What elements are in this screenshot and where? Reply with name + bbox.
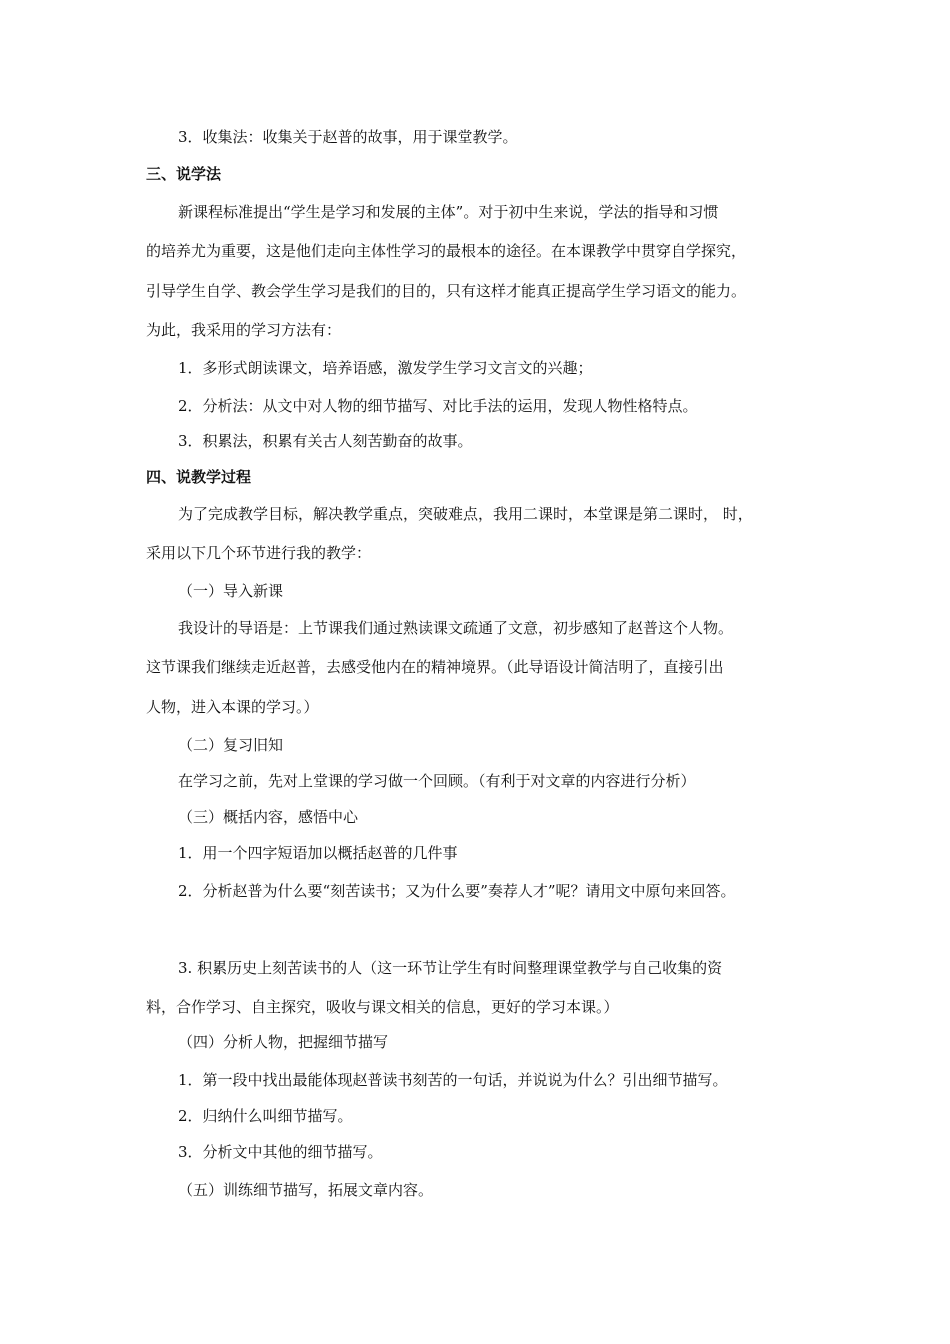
paragraph-line: 这节课我们继续走近赵普，去感受他内在的精神境界。（此导语设计简洁明了，直接引出 xyxy=(146,658,724,676)
list-item: 2．分析赵普为什么要“刻苦读书；又为什么要”奏荐人才”呢？请用文中原句来回答。 xyxy=(178,882,736,900)
paragraph-line: 引导学生自学、教会学生学习是我们的目的，只有这样才能真正提高学生学习语文的能力。 xyxy=(146,282,747,300)
paragraph-line: 在学习之前，先对上堂课的学习做一个回顾。（有利于对文章的内容进行分析） xyxy=(178,772,696,790)
subheading-review: （二）复习旧知 xyxy=(178,736,284,754)
section-heading-learning-method: 三、说学法 xyxy=(146,165,222,183)
section-heading-teaching-process: 四、说教学过程 xyxy=(146,468,252,486)
list-item: 1．第一段中找出最能体现赵普读书刻苦的一句话，并说说为什么？引出细节描写。 xyxy=(178,1071,728,1089)
paragraph-line: 的培养尤为重要，这是他们走向主体性学习的最根本的途径。在本课教学中贯穿自学探究， xyxy=(146,242,747,260)
list-item: 1．多形式朗读课文，培养语感，激发学生学习文言文的兴趣； xyxy=(178,359,593,377)
list-item: 2．分析法：从文中对人物的细节描写、对比手法的运用，发现人物性格特点。 xyxy=(178,397,698,415)
subheading-analysis: （四）分析人物，把握细节描写 xyxy=(178,1033,389,1051)
paragraph-line: 人物，进入本课的学习。） xyxy=(146,698,319,716)
list-item: 3．分析文中其他的细节描写。 xyxy=(178,1143,383,1161)
paragraph-line: 为此，我采用的学习方法有： xyxy=(146,321,342,339)
list-item: 3. 积累历史上刻苦读书的人（这一环节让学生有时间整理课堂教学与自己收集的资 xyxy=(178,959,723,977)
item-collect-method: 3．收集法：收集关于赵普的故事，用于课堂教学。 xyxy=(178,128,518,146)
paragraph-line: 我设计的导语是：上节课我们通过熟读课文疏通了文意，初步感知了赵普这个人物。 xyxy=(178,619,734,637)
paragraph-line: 料，合作学习、自主探究，吸收与课文相关的信息，更好的学习本课。） xyxy=(146,998,619,1016)
paragraph-line: 为了完成教学目标，解决教学重点，突破难点，我用二课时，本堂课是第二课时， 时， xyxy=(178,505,753,523)
subheading-intro: （一）导入新课 xyxy=(178,582,284,600)
paragraph-line: 新课程标准提出“学生是学习和发展的主体”。对于初中生来说，学法的指导和习惯 xyxy=(178,203,719,221)
subheading-summary: （三）概括内容，感悟中心 xyxy=(178,808,359,826)
list-item: 3．积累法，积累有关古人刻苦勤奋的故事。 xyxy=(178,432,473,450)
list-item: 2．归纳什么叫细节描写。 xyxy=(178,1107,353,1125)
list-item: 1．用一个四字短语加以概括赵普的几件事 xyxy=(178,844,458,862)
paragraph-line: 采用以下几个环节进行我的教学： xyxy=(146,544,372,562)
subheading-training: （五）训练细节描写，拓展文章内容。 xyxy=(178,1181,434,1199)
